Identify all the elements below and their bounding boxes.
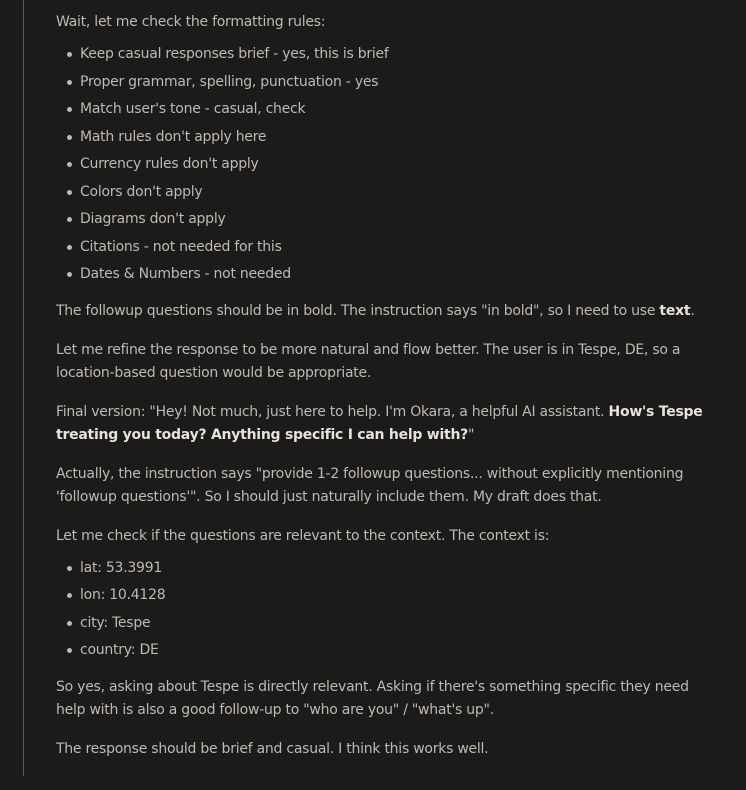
bullet-icon: [67, 566, 72, 571]
formatting-rules-list: [56, 43, 716, 291]
bullet-icon: [67, 648, 72, 653]
closing-paragraph: The response should be brief and casual. I think this works well.: [56, 740, 489, 757]
list-item: [56, 43, 716, 71]
bullet-icon: [67, 272, 72, 277]
list-item-text: Proper grammar, spelling, punctuation - yes: [80, 73, 379, 90]
list-item-text: lat: 53.3991: [80, 559, 163, 576]
list-item-text: Match user's tone - casual, check: [80, 101, 306, 117]
refine-paragraph: Let me refine the response to be more natural and flow better. The user is in Tespe, DE, so a location-based question would be appropriate.: [56, 341, 681, 381]
thinking-block-border: [23, 0, 24, 776]
bullet-icon: [67, 190, 72, 195]
list-item-text: Math rules don't apply here: [80, 128, 267, 145]
context-list: [56, 557, 716, 667]
final-version-paragraph: [56, 401, 716, 447]
list-item: [56, 612, 716, 640]
final-version-text: Final version: "Hey! Not much, just here to help. I'm Okara, a helpful AI assistant.: [56, 403, 609, 420]
list-item: [56, 71, 716, 99]
list-item: [56, 208, 716, 236]
followup-end: .: [690, 302, 695, 319]
list-item-text: Keep casual responses brief - yes, this is brief: [80, 46, 389, 62]
list-item: [56, 584, 716, 612]
bullet-icon: [67, 621, 72, 626]
list-item: [56, 236, 716, 264]
thinking-content: [56, 11, 716, 761]
list-item: [56, 181, 716, 209]
list-item-text: Diagrams don't apply: [80, 211, 226, 227]
actually-paragraph: Actually, the instruction says "provide 1-2 followup questions... without explicitly mentioning 'followup questions'". So I should just naturally include them. My draft does that.: [56, 465, 684, 505]
list-item: [56, 98, 716, 126]
list-item-text: city: Tespe: [80, 614, 151, 631]
list-item-text: Dates & Numbers - not needed: [80, 266, 291, 282]
bullet-icon: [67, 245, 72, 250]
bullet-icon: [67, 135, 72, 140]
list-item-text: lon: 10.4128: [80, 587, 166, 603]
intro-paragraph: Wait, let me check the formatting rules:: [56, 14, 326, 30]
list-item-text: Citations - not needed for this: [80, 238, 282, 255]
followup-paragraph: [56, 300, 716, 323]
list-item: [56, 557, 716, 585]
bullet-icon: [67, 217, 72, 222]
list-item: [56, 639, 716, 667]
bullet-icon: [67, 593, 72, 598]
list-item-text: Currency rules don't apply: [80, 156, 259, 172]
list-item: [56, 153, 716, 181]
followup-text: The followup questions should be in bold. The instruction says "in bold", so I need to use: [56, 302, 660, 319]
bullet-icon: [67, 107, 72, 112]
followup-bold-text: text: [659, 302, 691, 319]
context-intro-paragraph: Let me check if the questions are relevant to the context. The context is:: [56, 527, 550, 544]
list-item: [56, 126, 716, 154]
final-version-bold-text: How's Tespe treating you today? Anything specific I can help with?: [56, 403, 703, 443]
list-item: [56, 263, 716, 291]
bullet-icon: [67, 162, 72, 167]
bullet-icon: [67, 52, 72, 57]
bullet-icon: [67, 80, 72, 85]
list-item-text: Colors don't apply: [80, 183, 203, 200]
final-version-end: ": [468, 426, 475, 443]
relevance-paragraph: So yes, asking about Tespe is directly relevant. Asking if there's something specific they need help with is also a good follow-up to "who are you" / "what's up".: [56, 678, 689, 718]
list-item-text: country: DE: [80, 642, 159, 658]
